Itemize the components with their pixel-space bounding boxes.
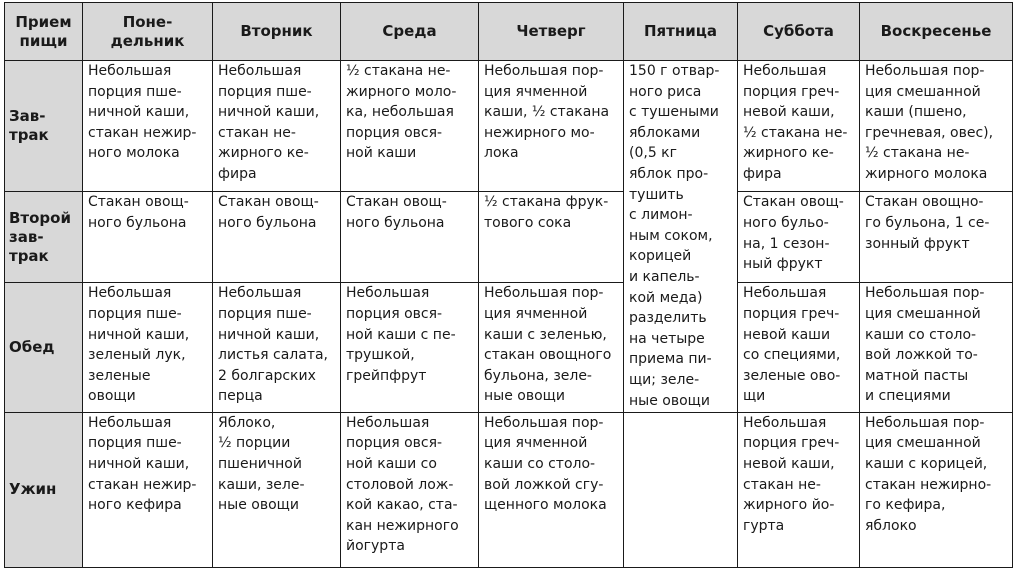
cell-line: со специями, [743, 347, 841, 364]
cell-line: матной пасты [865, 367, 969, 384]
cell-line: Небольшая пор- [484, 285, 604, 302]
cell-line: трак [9, 126, 49, 145]
cell-line: каши, зеле- [218, 476, 305, 493]
cell-line: Ужин [9, 480, 57, 499]
cell-line: ного молока [88, 145, 180, 162]
second-breakfast-tuesday [213, 192, 341, 283]
cell-line: зеленые ово- [743, 367, 841, 384]
second-breakfast-monday [83, 192, 213, 283]
cell-line: Среда [382, 22, 437, 41]
lunch-wednesday [341, 283, 479, 412]
cell-line: Небольшая [743, 414, 827, 431]
row-second-breakfast [5, 192, 1013, 283]
cell-line: трушкой, [346, 347, 415, 364]
breakfast-tuesday [213, 61, 341, 192]
cell-line: ½ стакана не- [865, 145, 970, 162]
cell-line: ция смешанной [865, 306, 981, 323]
cell-line: пшеничной [218, 455, 302, 472]
cell-line: ция ячменной [484, 83, 588, 100]
cell-line: кой меда) [629, 289, 703, 306]
cell-line: ½ стакана фрук- [484, 194, 609, 211]
cell-line: жирного йо- [743, 497, 835, 514]
dinner-thursday [479, 412, 624, 567]
cell-line: Поне- [122, 12, 173, 31]
cell-line: кой какао, ста- [346, 497, 458, 514]
header-saturday [738, 3, 860, 61]
cell-line: невой каши, [743, 455, 835, 472]
cell-line: щенного молока [484, 497, 607, 514]
cell-line: корицей [629, 248, 692, 265]
cell-line: гурта [743, 517, 785, 534]
cell-line: овощи [88, 388, 136, 405]
cell-line: Небольшая [88, 63, 172, 80]
cell-line: Стакан овощ- [743, 194, 844, 211]
cell-line: Прием [15, 12, 72, 31]
second-breakfast-saturday [738, 192, 860, 283]
cell-line: лока [484, 145, 519, 162]
cell-line: ка, небольшая [346, 104, 454, 121]
cell-line: порция пше- [88, 83, 182, 100]
cell-line: жирного молока [865, 166, 988, 183]
lunch-saturday [738, 283, 860, 412]
meal-breakfast [5, 61, 83, 192]
cell-line: ничной каши, [88, 104, 190, 121]
cell-line: порция пше- [88, 435, 182, 452]
header-sunday [860, 3, 1013, 61]
cell-line: жирного моло- [346, 83, 457, 100]
cell-line: стакан нежирно- [865, 476, 992, 493]
meal-second-breakfast [5, 192, 83, 283]
cell-line: Небольшая [88, 414, 172, 431]
cell-line: каши со столо- [484, 455, 596, 472]
meal-lunch [5, 283, 83, 412]
cell-line: ной каши [346, 145, 417, 162]
cell-line: Небольшая пор- [865, 285, 985, 302]
cell-line: го кефира, [865, 497, 946, 514]
header-wednesday [341, 3, 479, 61]
cell-line: щи; зеле- [629, 371, 700, 388]
cell-line: стакан овощного [484, 347, 612, 364]
breakfast-wednesday [341, 61, 479, 192]
cell-line: ½ стакана не- [743, 124, 848, 141]
cell-line: невой каши [743, 326, 831, 343]
cell-line: столовой лож- [346, 476, 454, 493]
cell-line: и специями [865, 388, 951, 405]
cell-line: ½ порции [218, 435, 291, 452]
dinner-friday-empty [624, 412, 738, 567]
cell-line: Небольшая [218, 63, 302, 80]
second-breakfast-sunday [860, 192, 1013, 283]
cell-line: 2 болгарских [218, 367, 316, 384]
cell-line: Небольшая [346, 285, 430, 302]
cell-line: Небольшая [743, 285, 827, 302]
cell-line: Суббота [763, 22, 834, 41]
cell-line: ного бульона [218, 214, 317, 231]
cell-line: го бульона, 1 се- [865, 214, 990, 231]
cell-line: ные овощи [218, 497, 299, 514]
cell-line: на четыре [629, 330, 705, 347]
cell-line: и капель- [629, 269, 700, 286]
cell-line: гречневая, овес), [865, 124, 994, 141]
lunch-tuesday [213, 283, 341, 412]
dinner-tuesday [213, 412, 341, 567]
lunch-monday [83, 283, 213, 412]
cell-line: Небольшая [218, 285, 302, 302]
cell-line: вой ложкой сгу- [484, 476, 604, 493]
cell-line: зонный фрукт [865, 235, 970, 252]
lunch-sunday [860, 283, 1013, 412]
cell-line: Стакан овощ- [346, 194, 447, 211]
cell-line: жирного ке- [218, 145, 309, 162]
cell-line: вой ложкой то- [865, 347, 978, 364]
dinner-sunday [860, 412, 1013, 567]
cell-line: стакан нежир- [88, 124, 197, 141]
row-breakfast [5, 61, 1013, 192]
cell-line: Воскресенье [880, 22, 992, 41]
weekly-meal-plan-table [4, 2, 1013, 568]
header-tuesday [213, 3, 341, 61]
cell-line: порция пше- [218, 83, 312, 100]
meal-dinner [5, 412, 83, 567]
cell-line: Небольшая пор- [865, 414, 985, 431]
cell-line: ного риса [629, 83, 702, 100]
cell-line: ный фрукт [743, 256, 823, 273]
cell-line: йогурта [346, 538, 405, 555]
cell-line: грейпфрут [346, 367, 427, 384]
cell-line: ничной каши, [218, 326, 320, 343]
cell-line: каши с зеленью, [484, 326, 607, 343]
cell-line: стакан не- [743, 476, 821, 493]
cell-line: бульона, зеле- [484, 367, 592, 384]
cell-line: порция овся- [346, 306, 443, 323]
cell-line: зеленые [88, 367, 151, 384]
cell-line: яблоко [865, 517, 917, 534]
cell-line: Яблоко, [218, 414, 276, 431]
cell-line: ные овощи [629, 392, 710, 409]
cell-line: ничной каши, [218, 104, 320, 121]
cell-line: на, 1 сезон- [743, 235, 830, 252]
second-breakfast-wednesday [341, 192, 479, 283]
cell-line: ной каши с пе- [346, 326, 456, 343]
cell-line: Обед [9, 338, 55, 357]
cell-line: перца [218, 388, 263, 405]
cell-line: порция пше- [88, 306, 182, 323]
cell-line: ные овощи [484, 388, 565, 405]
cell-line: порция овся- [346, 435, 443, 452]
cell-line: невой каши, [743, 104, 835, 121]
cell-line: ной каши со [346, 455, 437, 472]
cell-line: яблоками [629, 124, 701, 141]
row-dinner [5, 412, 1013, 567]
dinner-saturday [738, 412, 860, 567]
cell-line: Небольшая пор- [865, 63, 985, 80]
breakfast-monday [83, 61, 213, 192]
cell-line: кан нежирного [346, 517, 459, 534]
cell-line: порция греч- [743, 83, 840, 100]
cell-line: ного бульона [346, 214, 445, 231]
cell-line: Небольшая [743, 63, 827, 80]
breakfast-saturday [738, 61, 860, 192]
cell-line: Вторник [240, 22, 313, 41]
cell-line: стакан не- [218, 124, 296, 141]
header-thursday [479, 3, 624, 61]
cell-line: Стакан овощ- [218, 194, 319, 211]
cell-line: ного кефира [88, 497, 182, 514]
dinner-wednesday [341, 412, 479, 567]
cell-line: ция смешанной [865, 83, 981, 100]
cell-line: каши с корицей, [865, 455, 988, 472]
header-meal [5, 3, 83, 61]
cell-line: листья салата, [218, 347, 329, 364]
cell-line: с лимон- [629, 207, 693, 224]
lunch-thursday [479, 283, 624, 412]
second-breakfast-thursday [479, 192, 624, 283]
cell-line: ного бульо- [743, 214, 829, 231]
cell-line: Небольшая пор- [484, 63, 604, 80]
cell-line: (0,5 кг [629, 145, 677, 162]
cell-line: каши со столо- [865, 326, 977, 343]
cell-line: зеленый лук, [88, 347, 186, 364]
cell-line: ½ стакана не- [346, 63, 451, 80]
cell-line: Небольшая [346, 414, 430, 431]
cell-line: дельник [110, 31, 185, 50]
row-lunch [5, 283, 1013, 412]
cell-line: стакан нежир- [88, 476, 197, 493]
cell-line: порция овся- [346, 124, 443, 141]
cell-line: жирного ке- [743, 145, 834, 162]
cell-line: приема пи- [629, 351, 712, 368]
header-friday [624, 3, 738, 61]
cell-line: Стакан овощно- [865, 194, 984, 211]
cell-line: порция греч- [743, 306, 840, 323]
cell-line: Стакан овощ- [88, 194, 189, 211]
cell-line: зав- [9, 227, 44, 246]
cell-line: ция смешанной [865, 435, 981, 452]
cell-line: порция пше- [218, 306, 312, 323]
cell-line: ция ячменной [484, 306, 588, 323]
breakfast-thursday [479, 61, 624, 192]
header-monday [83, 3, 213, 61]
breakfast-sunday [860, 61, 1013, 192]
cell-line: ция ячменной [484, 435, 588, 452]
dinner-monday [83, 412, 213, 567]
cell-line: Небольшая [88, 285, 172, 302]
cell-line: фира [218, 166, 257, 183]
cell-line: тушить [629, 186, 684, 203]
cell-line: ным соком, [629, 227, 713, 244]
cell-line: порция греч- [743, 435, 840, 452]
cell-line: каши (пшено, [865, 104, 967, 121]
cell-line: с тушеными [629, 104, 719, 121]
cell-line: ного бульона [88, 214, 187, 231]
cell-line: Зав- [9, 107, 46, 126]
cell-line: каши, ½ стакана [484, 104, 610, 121]
cell-line: ничной каши, [88, 455, 190, 472]
cell-line: разделить [629, 310, 707, 327]
friday-all-day [624, 61, 738, 413]
cell-line: ничной каши, [88, 326, 190, 343]
cell-line: Небольшая пор- [484, 414, 604, 431]
cell-line: тового сока [484, 214, 572, 231]
header-row [5, 3, 1013, 61]
cell-line: фира [743, 166, 782, 183]
cell-line: яблок про- [629, 166, 709, 183]
cell-line: щи [743, 388, 766, 405]
cell-line: Второй [9, 208, 71, 227]
cell-line: трак [9, 246, 49, 265]
cell-line: 150 г отвар- [629, 63, 720, 80]
cell-line: Пятница [644, 22, 717, 41]
cell-line: Четверг [516, 22, 586, 41]
cell-line: нежирного мо- [484, 124, 595, 141]
cell-line: пищи [19, 31, 68, 50]
